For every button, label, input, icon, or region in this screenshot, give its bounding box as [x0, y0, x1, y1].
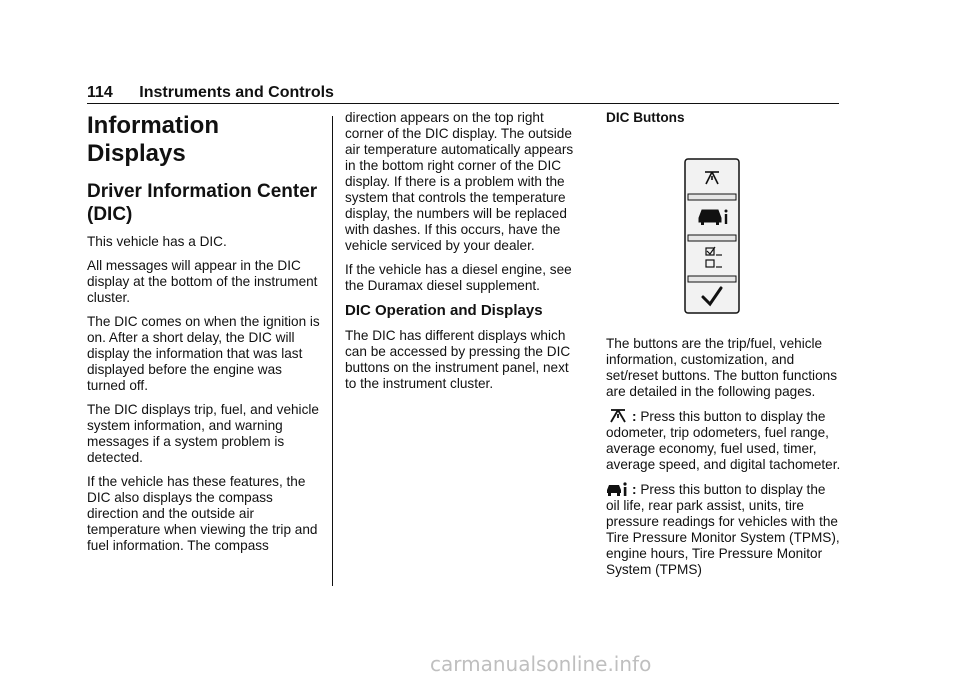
- paragraph: If the vehicle has these features, the DIC also displays the compass direction and the outside air temperature when viewing the trip and fuel information. The compass: [87, 474, 318, 553]
- column-3-bottom: [606, 336, 842, 586]
- column-3-top: [606, 110, 842, 126]
- trip-fuel-description: : Press this button to display the odometer, trip odometers, fuel range, average economy, fuel used, timer, average speed, and digital tachometer.: [606, 409, 841, 472]
- section-title: Instruments and Controls: [139, 84, 334, 101]
- paragraph: The buttons are the trip/fuel, vehicle information, customization, and set/reset buttons. The button functions are detailed in the following pages.: [606, 336, 837, 399]
- vehicle-info-description: : Press this button to display the oil life, rear park assist, units, tire pressure readings for vehicles with the Tire Pressure Monitor System (TPMS), engine hours, Tire Pressure Monitor System (TPMS): [606, 482, 840, 577]
- dic-buttons-heading: DIC Buttons: [606, 110, 685, 125]
- dic-buttons-illustration-icon: [684, 158, 740, 314]
- vehicle-info-icon: [606, 481, 632, 497]
- paragraph: direction appears on the top right corner of the DIC display. The outside air temperature automatically appears in the bottom right corner of the DIC display. If there is a problem with the system that controls the temperature display, the numbers will be replaced with dashes. If this occurs, have the vehicle serviced by your dealer.: [345, 110, 574, 253]
- trip-fuel-icon: [606, 408, 632, 424]
- page-header: [87, 84, 334, 102]
- paragraph: If the vehicle has a diesel engine, see the Duramax diesel supplement.: [345, 262, 572, 293]
- dic-heading: Driver Information Center (DIC): [87, 181, 318, 225]
- page-number: 114: [87, 84, 113, 101]
- column-2: [345, 110, 581, 400]
- column-1: [87, 112, 323, 562]
- paragraph: This vehicle has a DIC.: [87, 234, 227, 249]
- watermark: carmanualsonline.info: [430, 652, 652, 676]
- paragraph: The DIC has different displays which can be accessed by pressing the DIC buttons on the instrument panel, next to the instrument cluster.: [345, 328, 571, 391]
- column-divider: [332, 116, 333, 586]
- paragraph: The DIC comes on when the ignition is on. After a short delay, the DIC will display the information that was last displayed before the engine was turned off.: [87, 314, 320, 393]
- header-rule: [87, 103, 839, 104]
- dic-operation-heading: DIC Operation and Displays: [345, 302, 543, 319]
- paragraph: All messages will appear in the DIC display at the bottom of the instrument cluster.: [87, 258, 318, 305]
- paragraph: The DIC displays trip, fuel, and vehicle system information, and warning messages if a system problem is detected.: [87, 402, 319, 465]
- page-title: Information Displays: [87, 112, 219, 167]
